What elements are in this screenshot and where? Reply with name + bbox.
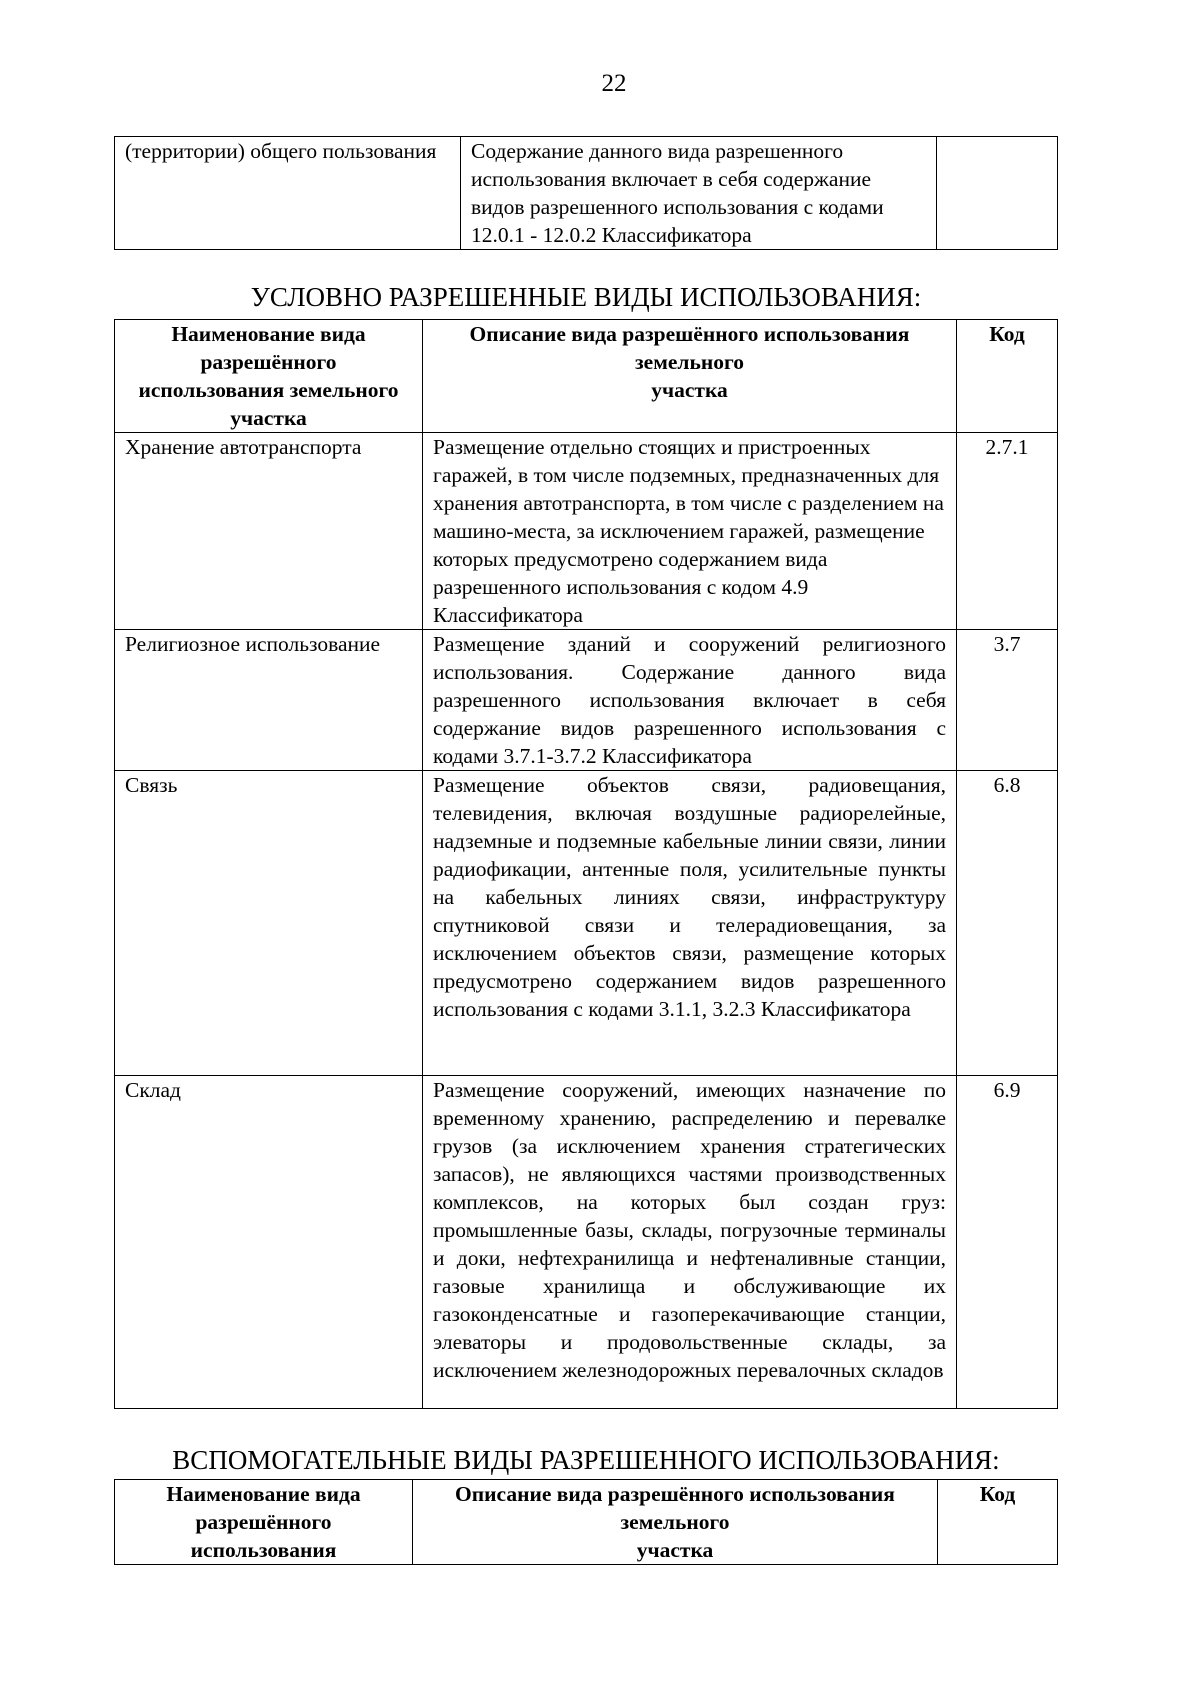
use-description: Размещение объектов связи, радиовещания, телевидения, включая воздушные радиорелейные, надземные и подземные кабельные линии связи, линии радиофикации, антенные поля, усилительные пункты на кабельных линиях связи, инфраструктуру спутниковой связи и телерадиовещания, за исключением объектов связи, размещение которых предусмотрено содержанием видов разрешенного использования с кодами 3.1.1, 3.2.3 Классификатора bbox=[423, 771, 957, 1076]
header-description-line2: земельного bbox=[635, 350, 744, 374]
header-code: Код bbox=[938, 1480, 1058, 1565]
use-code: 2.7.1 bbox=[957, 433, 1058, 630]
header-description-line3: участка bbox=[651, 378, 728, 402]
use-description: Содержание данного вида разрешенного использования включает в себя содержание видов разрешенного использования с кодами 12.0.1 - 12.0.2 Классификатора bbox=[461, 137, 937, 250]
table-row bbox=[115, 630, 1058, 771]
page-number: 22 bbox=[601, 70, 627, 97]
use-name: Связь bbox=[115, 771, 423, 1076]
table-row bbox=[115, 137, 1058, 250]
use-code: 6.8 bbox=[957, 771, 1058, 1076]
header-description-line1: Описание вида разрешённого использования bbox=[455, 1482, 895, 1506]
use-description: Размещение отдельно стоящих и пристроенных гаражей, в том числе подземных, предназначенных для хранения автотранспорта, в том числе с разделением на машино-места, за исключением гаражей, размещение которых предусмотрено содержанием вида разрешенного использования с кодом 4.9 Классификатора bbox=[423, 433, 957, 630]
conditional-uses-title: УСЛОВНО РАЗРЕШЕННЫЕ ВИДЫ ИСПОЛЬЗОВАНИЯ: bbox=[250, 282, 922, 312]
header-description-line1: Описание вида разрешённого использования bbox=[469, 322, 910, 346]
header-description bbox=[423, 320, 957, 433]
header-name: Наименование вида разрешённого использования bbox=[115, 1480, 413, 1565]
use-name: Склад bbox=[115, 1076, 423, 1409]
header-description-line2: земельного bbox=[620, 1510, 730, 1534]
use-description: Размещение сооружений, имеющих назначение по временному хранению, распределению и перевалке грузов (за исключением хранения стратегических запасов), не являющихся частями производственных комплексов, на которых был создан груз: промышленные базы, склады, погрузочные терминалы и доки, нефтехранилища и нефтеналивные станции, газовые хранилища и обслуживающие их газоконденсатные и газоперекачивающие станции, элеваторы и продовольственные склады, за исключением железнодорожных перевалочных складов bbox=[423, 1076, 957, 1409]
use-name: Хранение автотранспорта bbox=[115, 433, 423, 630]
header-description-line3: участка bbox=[636, 1538, 714, 1562]
table-header-row bbox=[115, 1480, 1058, 1565]
table-row bbox=[115, 1076, 1058, 1409]
header-code: Код bbox=[957, 320, 1058, 433]
use-code: 6.9 bbox=[957, 1076, 1058, 1409]
table-header-row bbox=[115, 320, 1058, 433]
header-description bbox=[413, 1480, 938, 1565]
continued-table bbox=[114, 136, 1058, 250]
use-name: (территории) общего пользования bbox=[115, 137, 461, 250]
conditional-uses-table bbox=[114, 319, 1058, 1409]
use-description: Размещение зданий и сооружений религиозного использования. Содержание данного вида разрешенного использования включает в себя содержание видов разрешенного использования с кодами 3.7.1-3.7.2 Классификатора bbox=[423, 630, 957, 771]
use-name: Религиозное использование bbox=[115, 630, 423, 771]
auxiliary-uses-title: ВСПОМОГАТЕЛЬНЫЕ ВИДЫ РАЗРЕШЕННОГО ИСПОЛЬЗОВАНИЯ: bbox=[172, 1445, 1000, 1475]
use-code: 3.7 bbox=[957, 630, 1058, 771]
table-row bbox=[115, 771, 1058, 1076]
auxiliary-uses-table bbox=[114, 1479, 1058, 1565]
use-code bbox=[937, 137, 1058, 250]
table-row bbox=[115, 433, 1058, 630]
header-name: Наименование вида разрешённого использования земельного участка bbox=[115, 320, 423, 433]
